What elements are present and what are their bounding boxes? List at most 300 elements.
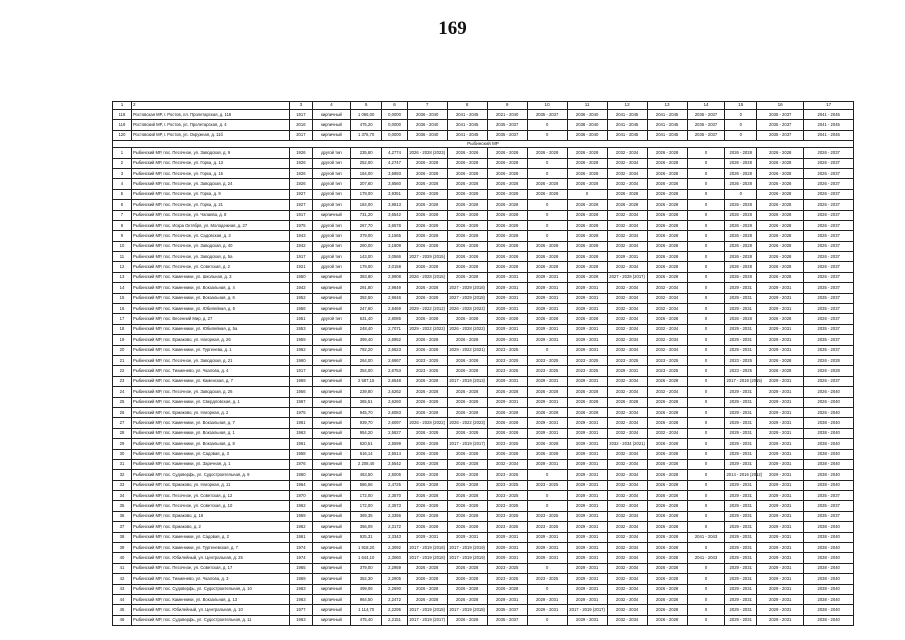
table-row-cell: 7 <box>113 210 132 220</box>
table-row-cell: 2029 - 2031 <box>567 459 607 469</box>
table-row-cell: 2026 - 2028 <box>407 168 447 178</box>
table-row-cell: 2032 - 2034 <box>607 210 647 220</box>
table-row-cell: 2026 - 2028 <box>647 148 687 158</box>
table-row-cell: 2029 - 2031 <box>567 532 607 542</box>
table-row-cell: 2032 - 2034 <box>607 574 647 584</box>
table-row-cell: 3,5893 <box>382 168 407 178</box>
table-row-cell: 2026 - 2028 <box>567 397 607 407</box>
register-table-body <box>113 102 854 626</box>
table-row-cell: 38 <box>113 532 132 542</box>
column-number-row-cell: 14 <box>687 102 725 110</box>
table-row-cell: 2041 - 2045 <box>647 110 687 120</box>
table-row-cell: 0 <box>687 439 725 449</box>
table-row-cell: 2026 - 2028 <box>447 252 487 262</box>
table-row-cell: 2026 - 2028 <box>447 262 487 272</box>
table-row-cell: 2029 - 2031 <box>567 501 607 511</box>
table-row <box>113 459 854 469</box>
table-row-cell: 20 <box>113 345 132 355</box>
table-row <box>113 594 854 604</box>
table-row-cell: 2029 - 2031 <box>757 407 804 417</box>
table-row-cell: 37 <box>113 522 132 532</box>
table-row-cell: 2026 - 2028 <box>725 241 757 251</box>
table-row-cell: кирпичный <box>312 304 350 314</box>
table-row-cell: 2038 - 2040 <box>804 543 854 553</box>
table-row-cell: 1950 <box>289 272 312 282</box>
table-row-cell: 2026 - 2028 <box>567 168 607 178</box>
table-row-cell: кирпичный <box>312 594 350 604</box>
table-row-cell: 2026 - 2028 <box>487 168 527 178</box>
table-row-cell: 2026 - 2022 (2023) <box>447 418 487 428</box>
table-row-cell: 2026 - 2028 <box>757 314 804 324</box>
table-row-cell: 17 <box>113 314 132 324</box>
table-row-cell: Рыбинский МР, пос. Каменники, ул. Свердловская, д. 1 <box>131 397 289 407</box>
table-row-cell: 2,8469 <box>382 304 407 314</box>
table-row-cell: 2026 - 2028 <box>447 501 487 511</box>
table-row-cell: 2026 - 2028 <box>647 563 687 573</box>
table-row-cell: 2026 - 2028 <box>757 148 804 158</box>
table-row-cell: 2029 - 2031 <box>567 439 607 449</box>
table-row-cell: 2,8086 <box>382 314 407 324</box>
table-row-cell: 2026 - 2028 <box>487 387 527 397</box>
table-row-cell: 2038 - 2040 <box>804 584 854 594</box>
table-row-cell: 2029 - 2031 <box>527 532 567 542</box>
table-row-cell: 2026 - 2040 <box>804 407 854 417</box>
table-row <box>113 210 854 220</box>
table-row-cell: 2026 - 2028 <box>647 397 687 407</box>
table-row-cell: 2016 <box>289 120 312 130</box>
table-row-cell: 2,5514 <box>382 449 407 459</box>
table-row-cell: 3,6542 <box>382 210 407 220</box>
table-row-cell: 2032 - 2034 <box>607 584 647 594</box>
table-row <box>113 189 854 199</box>
table-row-cell: 2032 - 2034 <box>607 148 647 158</box>
table-row-cell: 2032 - 2034 <box>607 335 647 345</box>
table-row-cell: 792,20 <box>350 345 382 355</box>
table-row-cell: 2026 - 2028 <box>757 262 804 272</box>
table-row-cell: другой тип <box>312 231 350 241</box>
table-row-cell: 0 <box>527 210 567 220</box>
table-row-cell: 5 <box>113 189 132 199</box>
table-row-cell: 0 <box>725 110 757 120</box>
table-row-cell: 2026 - 2028 <box>725 272 757 282</box>
table-row-cell: кирпичный <box>312 470 350 480</box>
table-row-cell: 2035 - 2037 <box>687 130 725 140</box>
table-row-cell: 0 <box>687 252 725 262</box>
table-row-cell: 2029 - 2031 <box>757 304 804 314</box>
table-row <box>113 110 854 120</box>
table-row-cell: Рыбинский МР, пос. Юбилейный, ул. Центральная, д. 25 <box>131 553 289 563</box>
table-row-cell: 1970 <box>289 491 312 501</box>
table-row <box>113 304 854 314</box>
table-row-cell: Рыбинский МР, пос. Каменники, ул. Юбилейная, д. 5а <box>131 324 289 334</box>
table-row-cell: 2029 - 2031 <box>487 324 527 334</box>
table-row-cell: 964,50 <box>350 594 382 604</box>
table-row-cell: 2029 - 2031 <box>487 272 527 282</box>
register-table <box>112 101 854 626</box>
table-row-cell: кирпичный <box>312 407 350 417</box>
table-row-cell: 2026 - 2028 <box>567 314 607 324</box>
table-row-cell: 616,14 <box>350 449 382 459</box>
table-row-cell: 2026 - 2028 <box>757 210 804 220</box>
table-row-cell: 2029 - 2031 <box>527 553 567 563</box>
table-row-cell: 2032 - 2034 <box>487 459 527 469</box>
table-row-cell: 4,2774 <box>382 148 407 158</box>
table-row-cell: 2023 - 2025 <box>487 355 527 365</box>
table-row <box>113 553 854 563</box>
table-row-cell: 2032 - 2034 <box>647 304 687 314</box>
table-row-cell: другой тип <box>312 158 350 168</box>
table-row-cell: 2041 - 2045 <box>804 120 854 130</box>
table-row-cell: 0,0000 <box>382 130 407 140</box>
table-row-cell: 2026 - 2028 <box>647 522 687 532</box>
table-row-cell: 2041 - 2045 <box>447 110 487 120</box>
table-row-cell: 2026 - 2028 <box>447 210 487 220</box>
table-row-cell: 2026 - 2028 <box>527 241 567 251</box>
table-row-cell: кирпичный <box>312 480 350 490</box>
table-row-cell: 2029 - 2031 <box>757 480 804 490</box>
table-row-cell: 1953 <box>289 324 312 334</box>
table-row-cell: 0 <box>687 158 725 168</box>
table-row-cell: 1961 <box>289 532 312 542</box>
table-row-cell: кирпичный <box>312 428 350 438</box>
table-row-cell: Рыбинский МР, пос. Каменники, ул. Каменская, д. 7 <box>131 376 289 386</box>
table-row <box>113 179 854 189</box>
table-row-cell: 2029 - 2031 <box>567 522 607 532</box>
table-row-cell: кирпичный <box>312 130 350 140</box>
table-row <box>113 605 854 615</box>
table-row-cell: 475,20 <box>350 120 382 130</box>
table-row-cell: 2035 - 2037 <box>804 304 854 314</box>
table-row-cell: кирпичный <box>312 459 350 469</box>
table-row-cell: кирпичный <box>312 439 350 449</box>
table-row-cell: 2026 - 2028 <box>407 522 447 532</box>
table-row-cell: 0 <box>527 120 567 130</box>
table-row-cell: 2029 - 2031 <box>757 553 804 563</box>
table-row-cell: 36 <box>113 511 132 521</box>
table-row-cell: 2029 - 2031 <box>487 397 527 407</box>
table-row-cell: 2023 - 2025 <box>567 355 607 365</box>
table-row <box>113 168 854 178</box>
table-row-cell: 2026 - 2037 <box>804 148 854 158</box>
table-row-cell: 731,20 <box>350 210 382 220</box>
table-row-cell: кирпичный <box>312 366 350 376</box>
table-row-cell: 2026 - 2028 <box>647 231 687 241</box>
table-row-cell: 2,5542 <box>382 459 407 469</box>
table-row-cell: 119 <box>113 120 132 130</box>
table-row-cell: 2029 - 2031 <box>725 594 757 604</box>
column-number-row-cell: 3 <box>289 102 312 110</box>
table-row-cell: 2029 - 2031 <box>725 501 757 511</box>
table-row-cell: 39 <box>113 543 132 553</box>
table-row-cell: 2026 - 2028 <box>407 480 447 490</box>
table-row-cell: 2023 - 2025 <box>487 491 527 501</box>
table-row-cell: 2026 - 2028 <box>487 262 527 272</box>
table-row-cell: кирпичный <box>312 324 350 334</box>
table-row <box>113 418 854 428</box>
table-row-cell: 2021 - 2040 <box>487 110 527 120</box>
table-row-cell: 260,00 <box>350 241 382 251</box>
column-number-row-cell: 8 <box>447 102 487 110</box>
table-row-cell: 1956 <box>289 304 312 314</box>
table-row-cell: 1960 <box>289 355 312 365</box>
table-row-cell: 2029 - 2022 (2021) <box>447 345 487 355</box>
table-row-cell: 267,70 <box>350 220 382 230</box>
table-row-cell: 2029 - 2031 <box>567 480 607 490</box>
table-row-cell: 0 <box>687 480 725 490</box>
table-row-cell: 2,3356 <box>382 511 407 521</box>
table-row-cell: 2026 - 2028 <box>407 428 447 438</box>
table-row-cell: 2032 - 2034 <box>607 491 647 501</box>
table-row-cell: Рыбинский МР, пос. Искра Октября, ул. Молодежная, д. 27 <box>131 220 289 230</box>
table-row-cell: Рыбинский МР, пос. Песочное, ул. Советская, д. 10 <box>131 501 289 511</box>
table-row-cell: 1969 <box>289 376 312 386</box>
table-row-cell: 14 <box>113 283 132 293</box>
table-row-cell: 2032 - 2034 <box>607 511 647 521</box>
table-row-cell: 2,2472 <box>382 594 407 604</box>
table-row-cell: 2026 - 2028 <box>647 470 687 480</box>
table-row-cell: Ростовский МР, г. Ростов, ул. Пролетарская, д. 4 <box>131 120 289 130</box>
page-number: 169 <box>438 18 467 39</box>
table-row-cell: 2,6262 <box>382 387 407 397</box>
table-row-cell: 2036 - 2040 <box>407 130 447 140</box>
table-row-cell: 2035 - 2037 <box>527 110 567 120</box>
table-row-cell: 1961 <box>289 439 312 449</box>
table-row-cell: 2026 - 2028 <box>407 397 447 407</box>
table-row-cell: 2023 - 2025 <box>487 522 527 532</box>
table-row-cell: другой тип <box>312 179 350 189</box>
table-row-cell: 2029 - 2031 <box>757 376 804 386</box>
table-row-cell: 0 <box>527 158 567 168</box>
table-row-cell: 2023 - 2025 <box>527 366 567 376</box>
table-row-cell: 2029 - 2031 <box>527 376 567 386</box>
table-row-cell: 2035 - 2037 <box>804 283 854 293</box>
table-row-cell: 2026 - 2037 <box>804 179 854 189</box>
table-row-cell: 2017 - 2019 (2018) <box>447 605 487 615</box>
table-row-cell: 2029 - 2031 <box>567 304 607 314</box>
table-row-cell: 2029 - 2031 <box>567 543 607 553</box>
table-row-cell: 0 <box>527 615 567 625</box>
table-row-cell: 235,80 <box>350 148 382 158</box>
table-row-cell: 2017 <box>289 130 312 140</box>
table-row-cell: 1 644,10 <box>350 553 382 563</box>
table-row-cell: Рыбинский МР, пос. Юбилейный, ул. Центральная, д. 10 <box>131 605 289 615</box>
table-row-cell: 2026 - 2028 <box>447 387 487 397</box>
table-row-cell: 2032 - 2034 <box>607 376 647 386</box>
table-row-cell: 2026 - 2040 <box>804 397 854 407</box>
table-row-cell: 1917 <box>289 210 312 220</box>
table-row-cell: 0,0000 <box>382 110 407 120</box>
table-row-cell: 2026 - 2037 <box>804 241 854 251</box>
table-row-cell: 2032 - 2034 <box>607 220 647 230</box>
table-row-cell: 2038 - 2040 <box>804 439 854 449</box>
table-row-cell: 1 918,20 <box>350 543 382 553</box>
table-row-cell: 2,3573 <box>382 501 407 511</box>
table-row-cell: 2035 - 2037 <box>804 511 854 521</box>
table-row-cell: 2029 - 2022 (2022) <box>407 324 447 334</box>
table-row-cell: 2038 - 2040 <box>804 563 854 573</box>
table-row-cell: 2029 - 2031 <box>527 272 567 282</box>
table-row-cell: 2023 - 2025 <box>725 355 757 365</box>
table-row-cell: 2026 - 2028 <box>725 200 757 210</box>
table-row-cell: 2026 - 2028 <box>407 314 447 324</box>
table-row-cell: 2026 - 2028 <box>567 148 607 158</box>
table-row-cell: 1 376,70 <box>350 130 382 140</box>
table-row <box>113 449 854 459</box>
table-row-cell: 2026 - 2028 <box>567 241 607 251</box>
table-row-cell: 2026 - 2028 <box>447 574 487 584</box>
table-row <box>113 376 854 386</box>
table-row-cell: 0 <box>687 428 725 438</box>
table-row-cell: 2026 - 2028 <box>447 179 487 189</box>
table-row-cell: 27 <box>113 418 132 428</box>
table-row-cell: 18 <box>113 324 132 334</box>
table-row-cell: кирпичный <box>312 501 350 511</box>
table-row-cell: 2026 - 2028 <box>487 428 527 438</box>
table-row-cell: 1958 <box>289 449 312 459</box>
table-row-cell: 2026 - 2028 <box>407 189 447 199</box>
table-row-cell: 2026 - 2028 (2022) <box>407 418 447 428</box>
table-row-cell: 2026 - 2028 <box>407 459 447 469</box>
table-row-cell: 3,6578 <box>382 220 407 230</box>
table-row-cell: 0 <box>687 584 725 594</box>
table-row-cell: 2029 - 2031 <box>447 532 487 542</box>
column-number-row-cell: 12 <box>607 102 647 110</box>
table-row-cell: 2017 - 2019 (2019) <box>447 543 487 553</box>
table-row-cell: 2026 - 2028 <box>407 594 447 604</box>
table-row-cell: 2026 - 2028 <box>447 615 487 625</box>
table-row-cell: кирпичный <box>312 293 350 303</box>
table-row-cell: 2026 - 2028 <box>447 511 487 521</box>
table-row-cell: 2038 - 2040 <box>804 532 854 542</box>
table-row-cell: 2026 - 2028 <box>407 491 447 501</box>
table-row-cell: 2,6667 <box>382 355 407 365</box>
table-row-cell: 2029 - 2031 <box>567 574 607 584</box>
table-row <box>113 439 854 449</box>
table-row-cell: 352,30 <box>350 574 382 584</box>
table-row-cell: 2041 - 2045 <box>447 120 487 130</box>
table-row-cell: 2,6260 <box>382 397 407 407</box>
table-row-cell: 0 <box>687 470 725 480</box>
table-row-cell: 2023 - 2025 <box>527 522 567 532</box>
table-row-cell: 3,9813 <box>382 200 407 210</box>
table-row-cell: 2029 - 2031 <box>567 418 607 428</box>
table-row-cell: 2026 - 2028 <box>487 189 527 199</box>
table-row-cell: Рыбинский МР, пос. Судоверфь, ул. Судостроительная, д. 11 <box>131 615 289 625</box>
table-row-cell: 2035 - 2037 <box>804 293 854 303</box>
table-row-cell: Рыбинский МР, пос. Каменники, ул. Вокзальная, д. 7 <box>131 418 289 428</box>
table-row-cell: 2026 - 2037 <box>804 231 854 241</box>
table-row-cell: 499,06 <box>350 584 382 594</box>
table-row-cell: 12 <box>113 262 132 272</box>
table-row-cell: 1961 <box>289 418 312 428</box>
table-row-cell: 0 <box>687 449 725 459</box>
table-row-cell: 2041 - 2045 <box>607 110 647 120</box>
table-row-cell: 2026 - 2028 <box>567 158 607 168</box>
table-row-cell: 2026 - 2028 <box>647 605 687 615</box>
table-row-cell: 3,8560 <box>382 179 407 189</box>
table-row-cell: 0 <box>687 241 725 251</box>
column-number-row-cell: 15 <box>725 102 757 110</box>
table-row-cell: кирпичный <box>312 345 350 355</box>
table-row-cell: 0 <box>687 324 725 334</box>
table-row-cell: 2026 - 2028 <box>647 594 687 604</box>
table-row-cell: 1926 <box>289 168 312 178</box>
table-row <box>113 335 854 345</box>
table-row-cell: 2029 - 2031 <box>757 459 804 469</box>
table-row-cell: 0 <box>687 189 725 199</box>
table-row-cell: 2026 - 2028 <box>647 418 687 428</box>
table-row-cell: 2026 - 2028 <box>447 168 487 178</box>
table-row-cell: 2,2151 <box>382 615 407 625</box>
table-row-cell: 2029 - 2031 <box>487 283 527 293</box>
table-row-cell: 4,2747 <box>382 158 407 168</box>
table-row-cell: 2032 - 2034 <box>607 262 647 272</box>
table-row-cell: 1921 <box>289 262 312 272</box>
table-row-cell: 1977 <box>289 605 312 615</box>
table-row-cell: 2026 - 2028 <box>407 387 447 397</box>
table-row-cell: 2026 - 2037 <box>804 262 854 272</box>
table-row-cell: 29 <box>113 439 132 449</box>
table-row-cell: 1927 <box>289 189 312 199</box>
table-row-cell: кирпичный <box>312 615 350 625</box>
table-row-cell: 3,1809 <box>382 241 407 251</box>
table-row-cell: Рыбинский МР, пос. Ермаково, ул. Нагорная, д. 11 <box>131 480 289 490</box>
table-row-cell: 0 <box>527 501 567 511</box>
table-row-cell: 2029 - 2031 <box>725 584 757 594</box>
table-row-cell: 2026 - 2028 <box>567 252 607 262</box>
table-row-cell: 2041 - 2043 <box>687 553 725 563</box>
table-row-cell: 925,31 <box>350 532 382 542</box>
table-row-cell: другой тип <box>312 200 350 210</box>
table-row-cell: 120 <box>113 130 132 140</box>
table-row-cell: 2023 - 2025 <box>647 355 687 365</box>
table-row-cell: 2026 - 2026 <box>447 148 487 158</box>
table-row <box>113 130 854 140</box>
table-row-cell: 2029 - 2031 <box>725 480 757 490</box>
table-row <box>113 428 854 438</box>
table-row-cell: 0 <box>527 220 567 230</box>
table-row-cell: 2026 - 2028 <box>407 511 447 521</box>
table-row-cell: 2029 - 2031 <box>527 293 567 303</box>
table-row-cell: 41 <box>113 563 132 573</box>
table-row-cell: 2032 - 2034 <box>607 314 647 324</box>
table-row-cell: 2029 - 2031 <box>757 335 804 345</box>
table-row-cell: 2029 - 2031 <box>567 615 607 625</box>
table-row-cell: 0 <box>527 563 567 573</box>
table-row-cell: 2026 - 2028 <box>647 179 687 189</box>
table-row-cell: 2017 - 2019 (2018) <box>407 543 447 553</box>
table-row-cell: 1962 <box>289 345 312 355</box>
table-row <box>113 148 854 158</box>
table-row-cell: 172,00 <box>350 501 382 511</box>
table-row-cell: 1942 <box>289 241 312 251</box>
table-row-cell: 0 <box>687 501 725 511</box>
table-row-cell: 1963 <box>289 428 312 438</box>
table-row-cell: 2026 - 2028 <box>567 231 607 241</box>
table-row-cell: 2026 - 2028 <box>725 220 757 230</box>
table-row-cell: 2026 - 2028 <box>447 449 487 459</box>
table-row-cell: 2026 - 2028 <box>407 345 447 355</box>
table-row-cell: 369,35 <box>350 511 382 521</box>
table-row-cell: 0 <box>687 376 725 386</box>
table-row-cell: 2026 - 2028 <box>647 252 687 262</box>
table-row-cell: 23 <box>113 376 132 386</box>
table-row <box>113 480 854 490</box>
table-row-cell: 2026 - 2028 <box>447 241 487 251</box>
table-row <box>113 231 854 241</box>
table-row-cell: 2,9646 <box>382 293 407 303</box>
table-row-cell: 2 587,15 <box>350 376 382 386</box>
